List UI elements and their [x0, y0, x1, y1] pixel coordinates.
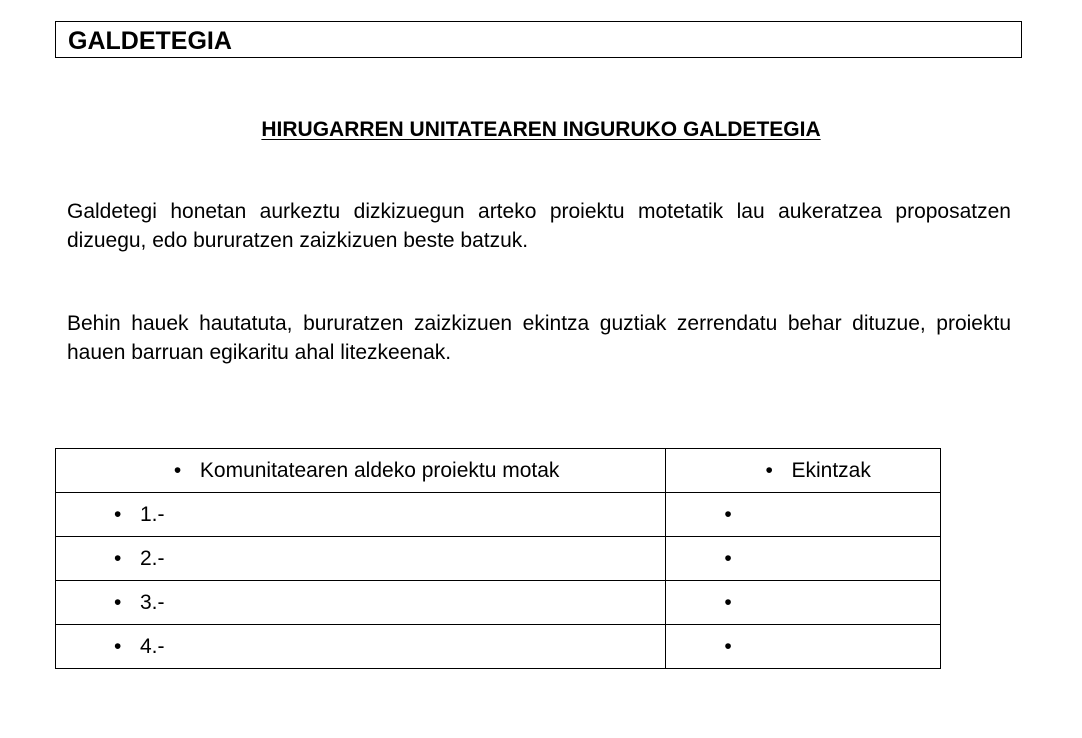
column-header-label: Komunitatearen aldeko proiektu motak: [199, 458, 560, 482]
bullet-icon: •: [114, 634, 122, 658]
bullet-icon: •: [173, 458, 182, 482]
project-type-cell[interactable]: [56, 493, 666, 537]
bullet-icon: •: [724, 546, 732, 570]
row-label: 1.-: [140, 502, 165, 526]
row-label: 2.-: [140, 546, 165, 570]
bullet-icon: •: [765, 458, 773, 482]
table-header-row: [56, 449, 941, 493]
bullet-icon: •: [724, 502, 732, 526]
intro-paragraph: Galdetegi honetan aurkeztu dizkizuegun arteko proiektu motetatik lau aukeratzea proposatzen dizuegu, edo bururatzen zaizkizuen beste batzuk.: [67, 200, 1011, 252]
page-title: GALDETEGIA: [68, 27, 232, 55]
document-subtitle: [0, 117, 1082, 143]
action-cell[interactable]: [666, 537, 941, 581]
project-type-cell[interactable]: [56, 537, 666, 581]
column-header-actions: [666, 449, 941, 493]
column-header-project-types: [56, 449, 666, 493]
table-row: [56, 581, 941, 625]
action-cell[interactable]: [666, 625, 941, 669]
project-type-cell[interactable]: [56, 625, 666, 669]
row-label: 4.-: [140, 634, 165, 658]
bullet-icon: •: [114, 546, 122, 570]
action-cell[interactable]: [666, 493, 941, 537]
bullet-icon: •: [724, 590, 732, 614]
project-type-cell[interactable]: [56, 581, 666, 625]
header-box: [55, 21, 1022, 58]
projects-table: [55, 448, 941, 669]
table-row: [56, 493, 941, 537]
bullet-icon: •: [724, 634, 732, 658]
column-header-label: Ekintzak: [791, 458, 871, 482]
subtitle-text: HIRUGARREN UNITATEAREN INGURUKO GALDETEGIA: [261, 118, 821, 141]
action-cell[interactable]: [666, 581, 941, 625]
bullet-icon: •: [114, 502, 122, 526]
table-row: [56, 537, 941, 581]
table-row: [56, 625, 941, 669]
row-label: 3.-: [140, 590, 165, 614]
instructions-paragraph: Behin hauek hautatuta, bururatzen zaizkizuen ekintza guztiak zerrendatu behar dituzue, proiektu hauen barruan egikaritu ahal litezkeenak.: [67, 312, 1011, 364]
bullet-icon: •: [114, 590, 122, 614]
